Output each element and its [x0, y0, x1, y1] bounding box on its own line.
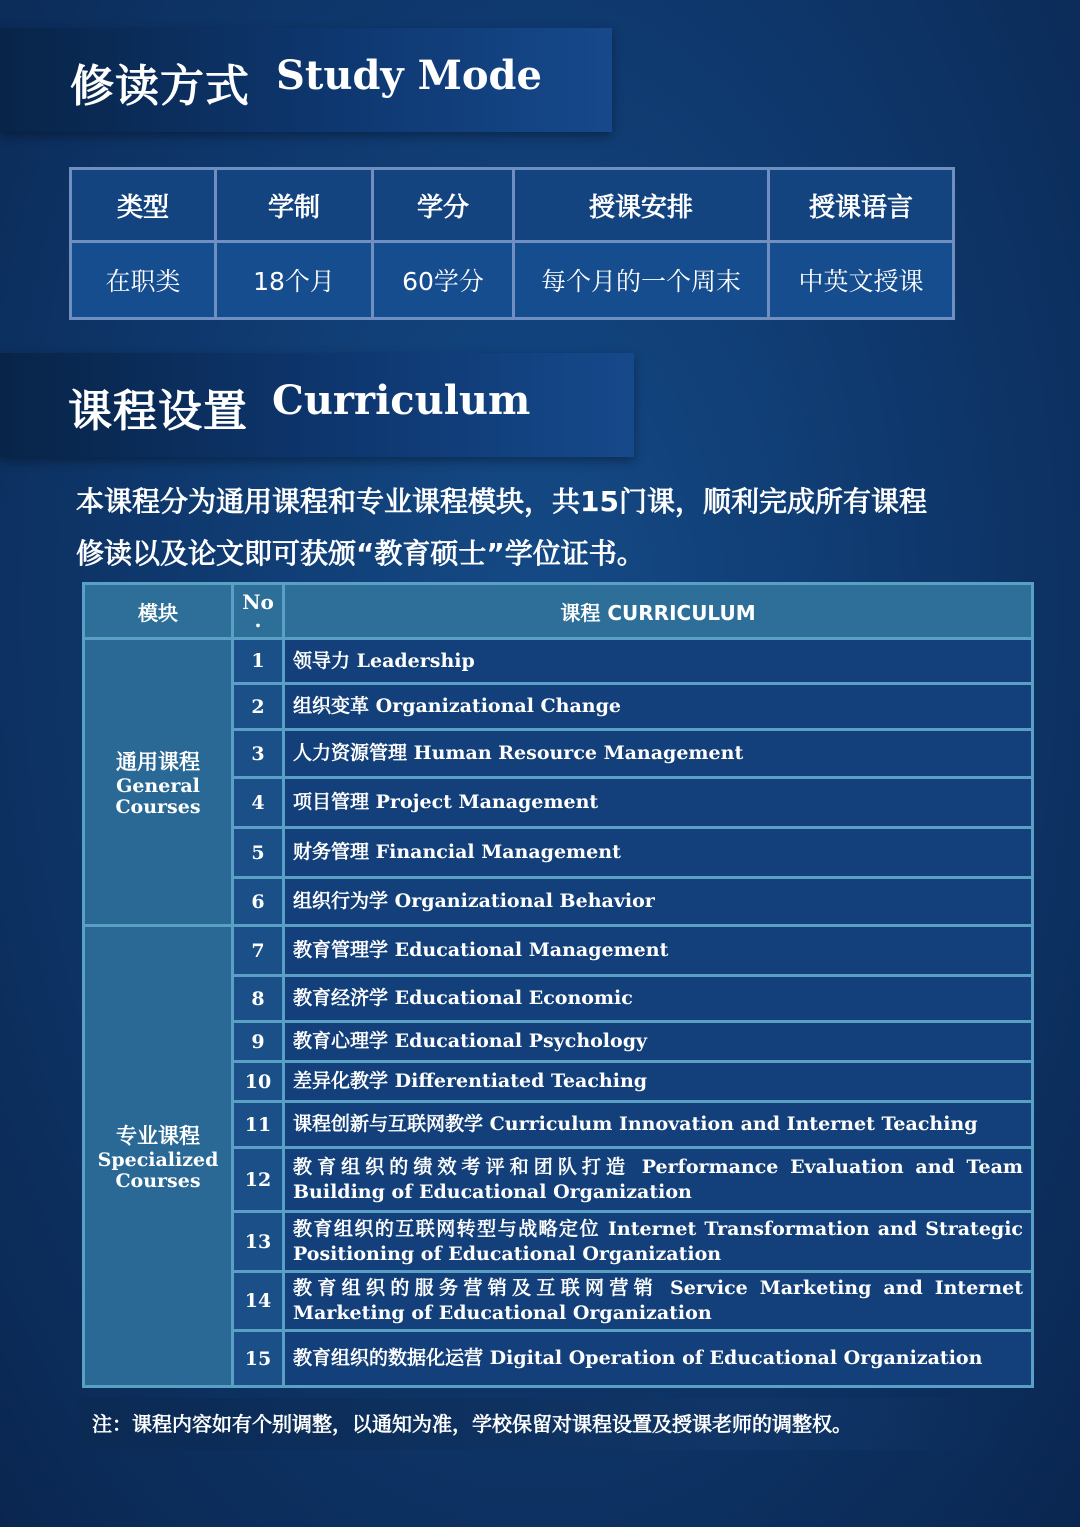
- course-zh: 教育组织的服务营销及互联网营销: [293, 1277, 659, 1299]
- course-no: 14: [233, 1272, 284, 1331]
- course-no: 12: [233, 1148, 284, 1212]
- col-no-dot: .: [254, 608, 262, 632]
- module-specialized: [84, 926, 233, 1387]
- table-row: [84, 926, 1033, 976]
- course-zh: 差异化教学: [293, 1070, 389, 1092]
- header-credits: 学分: [373, 169, 514, 242]
- table-row: [84, 639, 1033, 684]
- course-no: 10: [233, 1062, 284, 1102]
- curriculum-table: [82, 582, 1034, 1388]
- course-en: Financial Management: [375, 841, 621, 863]
- course-zh: 教育组织的数据化运营: [293, 1347, 484, 1369]
- course-name: [284, 1148, 1033, 1212]
- course-en: Organizational Change: [375, 695, 621, 717]
- value-duration: 18个月: [216, 242, 373, 319]
- course-no: 6: [233, 878, 284, 926]
- course-name: [284, 926, 1033, 976]
- col-module-header: 模块: [84, 584, 233, 639]
- study-mode-banner: [0, 28, 612, 132]
- curriculum-title-zh: 课程设置: [68, 386, 248, 437]
- footnote: 注：课程内容如有个别调整，以通知为准，学校保留对课程设置及授课老师的调整权。: [78, 1398, 1002, 1450]
- course-zh: 课程创新与互联网教学: [293, 1113, 484, 1135]
- course-en: Educational Psychology: [394, 1030, 648, 1052]
- course-en: Project Management: [375, 791, 599, 813]
- course-zh: 教育心理学: [293, 1030, 389, 1052]
- header-duration: 学制: [216, 169, 373, 242]
- course-no: 5: [233, 828, 284, 878]
- course-en: Performance Evaluation and Team Building of Educational Organization: [293, 1155, 1023, 1203]
- study-mode-value-row: [71, 242, 954, 319]
- module-general-zh: 通用课程: [116, 750, 200, 774]
- course-name: [284, 1022, 1033, 1062]
- course-zh: 教育组织的互联网转型与战略定位: [293, 1217, 600, 1240]
- course-en: Leadership: [356, 649, 475, 672]
- course-en: Digital Operation of Educational Organization: [489, 1347, 983, 1369]
- header-language: 授课语言: [769, 169, 954, 242]
- course-no: 2: [233, 684, 284, 730]
- course-name: [284, 1062, 1033, 1102]
- course-en: Organizational Behavior: [394, 890, 655, 912]
- course-no: 15: [233, 1331, 284, 1387]
- curriculum-header-row: [84, 584, 1033, 639]
- study-mode-table: [69, 167, 955, 320]
- col-no-header: [233, 584, 284, 639]
- curriculum-intro: [76, 476, 1016, 580]
- value-schedule: 每个月的一个周末: [514, 242, 769, 319]
- course-en: Educational Economic: [394, 987, 633, 1009]
- study-mode-header-row: [71, 169, 954, 242]
- intro-line-1: 本课程分为通用课程和专业课程模块，共15门课，顺利完成所有课程: [76, 485, 927, 518]
- value-credits: 60学分: [373, 242, 514, 319]
- module-general: [84, 639, 233, 926]
- course-name: [284, 878, 1033, 926]
- course-no: 3: [233, 730, 284, 778]
- course-name: [284, 639, 1033, 684]
- value-language: 中英文授课: [769, 242, 954, 319]
- course-en: Curriculum Innovation and Internet Teaching: [489, 1113, 978, 1135]
- course-name: [284, 1102, 1033, 1148]
- course-no: 7: [233, 926, 284, 976]
- curriculum-title-en: Curriculum: [272, 377, 531, 424]
- course-name: [284, 976, 1033, 1022]
- course-name: [284, 1272, 1033, 1331]
- study-mode-title-zh: 修读方式: [70, 61, 250, 112]
- course-no: 9: [233, 1022, 284, 1062]
- course-en: Internet Transformation and Strategic Positioning of Educational Organization: [293, 1217, 1023, 1265]
- course-zh: 组织变革: [293, 695, 370, 717]
- course-zh: 教育组织的绩效考评和团队打造: [293, 1155, 631, 1178]
- module-general-en2: Courses: [115, 796, 201, 818]
- course-name: [284, 684, 1033, 730]
- course-zh: 教育经济学: [293, 987, 389, 1009]
- module-specialized-zh: 专业课程: [116, 1124, 200, 1148]
- module-general-en1: General: [116, 775, 200, 797]
- course-zh: 人力资源管理: [293, 742, 408, 764]
- col-no-text: No: [242, 590, 274, 614]
- module-specialized-en1: Specialized: [97, 1149, 219, 1171]
- course-zh: 领导力: [293, 649, 351, 672]
- course-zh: 项目管理: [293, 791, 370, 813]
- col-course-header: 课程 CURRICULUM: [284, 584, 1033, 639]
- course-no: 11: [233, 1102, 284, 1148]
- course-no: 8: [233, 976, 284, 1022]
- course-name: [284, 1331, 1033, 1387]
- course-name: [284, 1212, 1033, 1272]
- course-zh: 教育管理学: [293, 939, 389, 961]
- course-en: Differentiated Teaching: [394, 1070, 648, 1092]
- course-no: 13: [233, 1212, 284, 1272]
- course-name: [284, 730, 1033, 778]
- curriculum-banner: [0, 353, 634, 457]
- course-zh: 组织行为学: [293, 890, 389, 912]
- module-specialized-en2: Courses: [115, 1170, 201, 1192]
- course-no: 4: [233, 778, 284, 828]
- course-en: Human Resource Management: [413, 742, 744, 764]
- course-zh: 财务管理: [293, 841, 370, 863]
- value-type: 在职类: [71, 242, 216, 319]
- study-mode-title-en: Study Mode: [276, 52, 542, 99]
- course-no: 1: [233, 639, 284, 684]
- header-schedule: 授课安排: [514, 169, 769, 242]
- course-name: [284, 828, 1033, 878]
- header-type: 类型: [71, 169, 216, 242]
- course-en: Educational Management: [394, 939, 669, 961]
- course-en: Service Marketing and Internet Marketing of Educational Organization: [293, 1277, 1023, 1324]
- intro-line-2: 修读以及论文即可获颁“教育硕士”学位证书。: [76, 537, 645, 570]
- course-name: [284, 778, 1033, 828]
